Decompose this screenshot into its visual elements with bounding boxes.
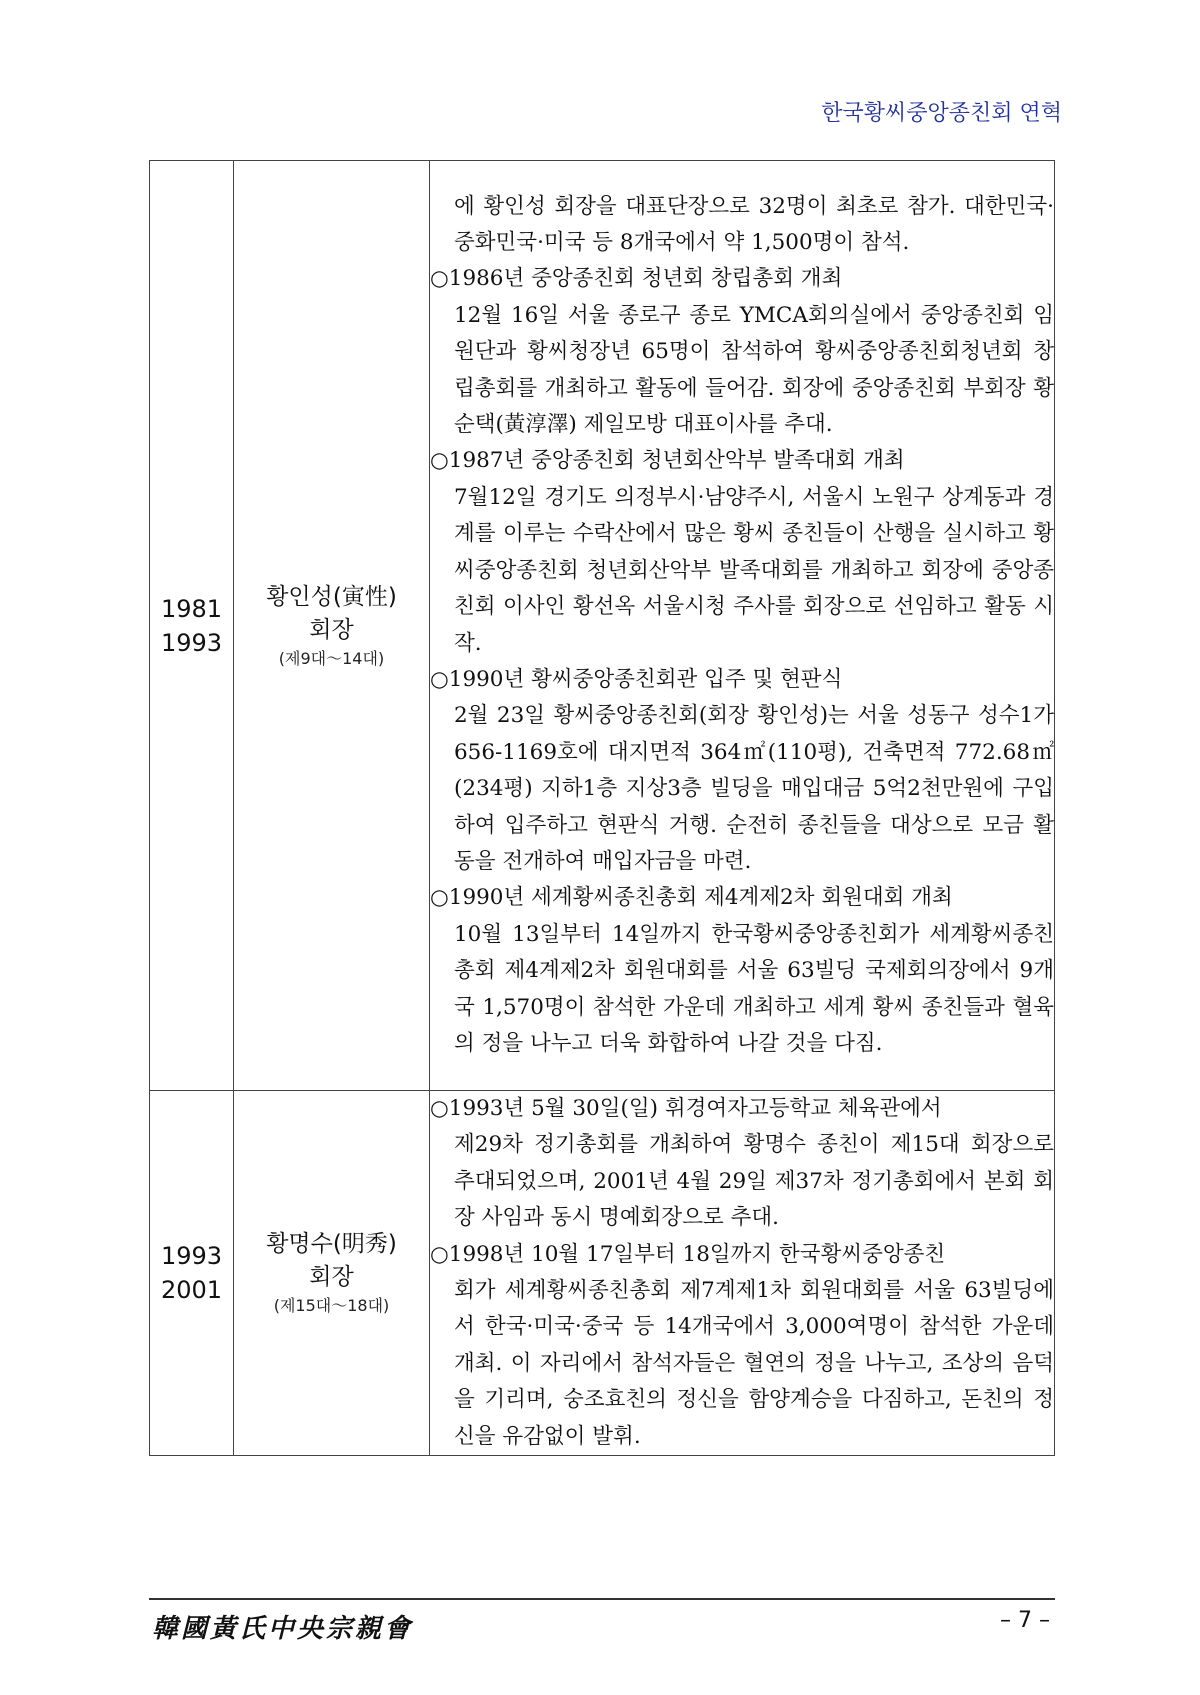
year-cell <box>150 161 234 1091</box>
event-heading: ○1986년 중앙종친회 청년회 창립총회 개최 <box>430 266 843 292</box>
footer-divider <box>149 1598 1055 1600</box>
event-heading: ○1987년 중앙종친회 청년회산악부 발족대회 개최 <box>430 448 905 474</box>
year-start: 1993 <box>160 1242 223 1271</box>
page-header-title: 한국황씨중앙종친회 연혁 <box>821 101 1062 126</box>
table-row <box>150 161 1055 1091</box>
events-cell <box>430 161 1055 1091</box>
president-term: (제15대～18대) <box>273 1296 390 1316</box>
footer-organization-logo: 韓國黃氏中央宗親會 <box>152 1614 414 1644</box>
year-end: 1993 <box>160 628 223 657</box>
list-item <box>430 1091 1054 1237</box>
event-text: 2월 23일 황씨중앙종친회(회장 황인성)는 서울 성동구 성수1가 656-1169호에 대지면적 364㎡(110평), 건축면적 772.68㎡(234평) 지하1층 지상3층 빌딩을 매입대금 5억2천만원에 구입하여 입주하고 현판식 거행. 순전히 종친들을 대상으로 모금 활동을 전개하여 매입자금을 마련. <box>454 703 1054 874</box>
event-text: 12월 16일 서울 종로구 종로 YMCA회의실에서 중앙종친회 임원단과 황씨청장년 65명이 참석하여 황씨중앙종친회청년회 창립총회를 개최하고 활동에 들어감. 회장에 중앙종친회 부회장 황순택(黃淳澤) 제일모방 대표이사를 추대. <box>454 302 1054 438</box>
event-heading: ○1993년 5월 30일(일) 휘경여자고등학교 체육관에서 <box>430 1096 942 1121</box>
year-cell <box>150 1091 234 1456</box>
table-row <box>150 1091 1055 1456</box>
year-start: 1981 <box>160 594 223 623</box>
event-heading: ○1990년 세계황씨종친총회 제4계제2차 회원대회 개최 <box>430 885 953 911</box>
event-heading: ○1990년 황씨중앙종친회관 입주 및 현판식 <box>430 666 843 692</box>
page-number: – 7 – <box>1000 1608 1050 1633</box>
event-text: 10월 13일부터 14일까지 한국황씨중앙종친회가 세계황씨종친총회 제4계제2차 회원대회를 서울 63빌딩 국제회의장에서 9개국 1,570명이 참석한 가운데 개최하고 세계 황씨 종친들과 혈육의 정을 나누고 더욱 화합하여 나갈 것을 다짐. <box>454 921 1054 1056</box>
year-end: 2001 <box>160 1276 223 1305</box>
president-name: 황인성(寅性) <box>266 583 397 610</box>
event-text: 7월12일 경기도 의정부시·남양주시, 서울시 노원구 상계동과 경계를 이루는 수락산에서 많은 황씨 종친들이 산행을 실시하고 황씨중앙종친회 청년회산악부 발족대회를 개최하고 회장에 중앙종친회 이사인 황선옥 서울시청 주사를 회장으로 선임하고 활동 시작. <box>454 484 1054 656</box>
president-cell <box>234 1091 430 1456</box>
events-cell <box>430 1091 1055 1456</box>
president-title: 회장 <box>309 616 354 643</box>
event-text: 제29차 정기총회를 개최하여 황명수 종친이 제15대 회장으로 추대되었으며, 2001년 4월 29일 제37차 정기총회에서 본회 회장 사임과 동시 명예회장으로 추대. <box>454 1132 1054 1231</box>
president-cell <box>234 161 430 1091</box>
history-table <box>149 160 1055 1456</box>
list-item <box>430 880 1054 1062</box>
list-item <box>430 261 1054 443</box>
president-title: 회장 <box>309 1264 354 1291</box>
list-item <box>430 662 1054 880</box>
event-text: 회가 세계황씨종친총회 제7계제1차 회원대회를 서울 63빌딩에서 한국·미국·중국 등 14개국에서 3,000여명이 참석한 가운데 개최. 이 자리에서 참석자들은 혈연의 정을 나누고, 조상의 음덕을 기리며, 숭조효친의 정신을 함양계승을 다짐하고, 돈친의 정신을 유감없이 발휘. <box>454 1278 1054 1449</box>
president-term: (제9대～14대) <box>278 648 385 668</box>
event-continuation: 에 황인성 회장을 대표단장으로 32명이 최초로 참가. 대한민국·중화민국·미국 등 8개국에서 약 1,500명이 참석. <box>454 193 1054 256</box>
list-item <box>430 443 1054 661</box>
president-name: 황명수(明秀) <box>266 1231 397 1258</box>
list-item <box>430 1237 1054 1455</box>
event-heading: ○1998년 10월 17일부터 18일까지 한국황씨중앙종친 <box>430 1241 946 1267</box>
